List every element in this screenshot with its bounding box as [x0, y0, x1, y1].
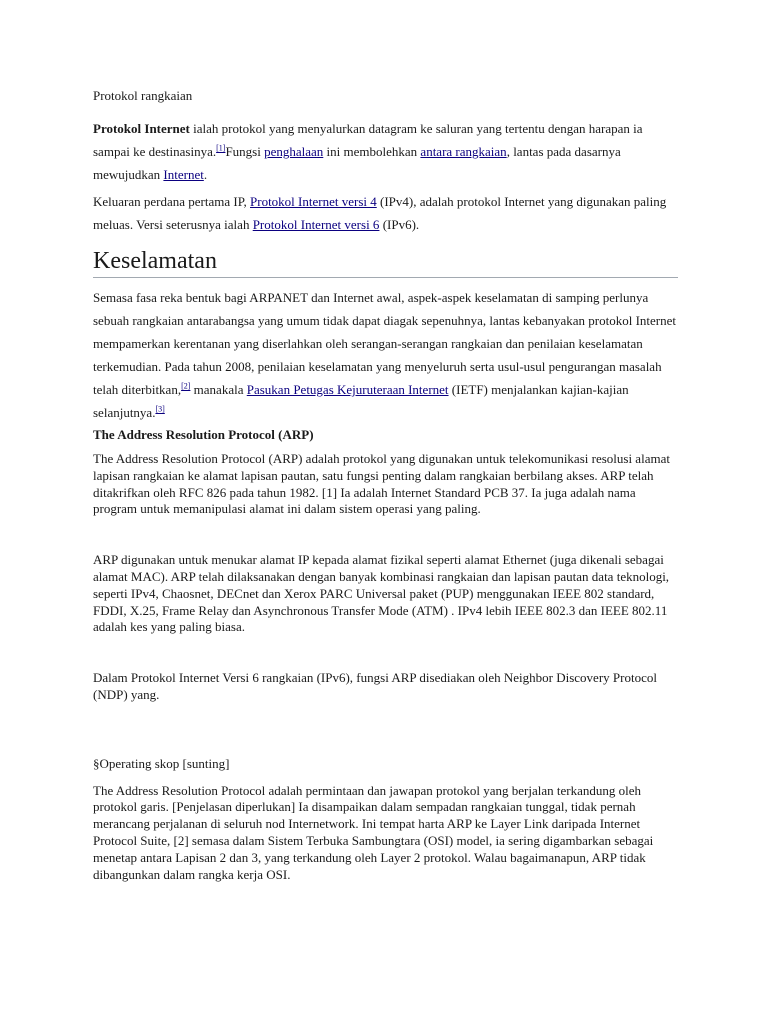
antara-rangkaian-link[interactable]: antara rangkaian	[420, 144, 507, 159]
versions-text-3: (IPv6).	[379, 217, 420, 232]
document-body	[93, 86, 678, 883]
ipv6-link[interactable]: Protokol Internet versi 6	[252, 217, 380, 232]
intro-text-3: ini membolehkan	[323, 144, 421, 159]
versions-paragraph	[93, 190, 678, 236]
intro-bold-lead: Protokol Internet	[93, 121, 190, 136]
reference-3-link[interactable]: [3]	[155, 404, 165, 414]
arp-heading: The Address Resolution Protocol (ARP)	[93, 427, 314, 442]
operating-scope-paragraph: The Address Resolution Protocol adalah permintaan dan jawapan protokol yang berjalan terkandung oleh protokol garis. [Penjelasan diperlukan] Ia disampaikan dalam sempadan rangkaian tunggal, tidak pernah merancang perjalanan di seluruh nod Internetwork. Ini tempat harta ARP ke Layer Link daripada Internet Protocol Suite, [2] semasa dalam Sistem Terbuka Sambungtara (OSI) model, ia sering digambarkan sebagai menetap antara Lapisan 2 dan 3, yang terkandung oleh Layer 2 protokol. Walau bagaimanapun, ARP tidak dibangunkan dalam rangka kerja OSI.	[93, 782, 654, 882]
reference-1-link[interactable]: [1]	[216, 143, 226, 153]
penghalaan-link[interactable]: penghalaan	[264, 144, 324, 159]
operating-scope-heading: §Operating skop [sunting]	[93, 755, 230, 771]
ietf-link[interactable]: Pasukan Petugas Kejuruteraan Internet	[246, 382, 449, 397]
arp-paragraph-2: ARP digunakan untuk menukar alamat IP kepada alamat fizikal seperti alamat Ethernet (juga dikenali sebagai alamat MAC). ARP telah dilaksanakan dengan banyak kombinasi rangkaian dan lapisan pautan data teknologi, seperti IPv4, Chaosnet, DECnet dan Xerox PARC Universal paket (PUP) menggunakan IEEE 802 standard, FDDI, X.25, Frame Relay dan Asynchronous Transfer Mode (ATM) . IPv4 lebih IEEE 802.3 dan IEEE 802.11 adalah kes yang paling biasa.	[93, 552, 670, 635]
internet-link[interactable]: Internet	[163, 167, 204, 182]
section-heading-keselamatan: Keselamatan	[93, 246, 678, 278]
intro-text-1: ialah protokol yang menyalurkan datagram ke saluran yang tertentu dengan harapan ia sampai ke destinasinya.	[93, 121, 643, 159]
intro-text-2: Fungsi	[225, 144, 265, 159]
intro-text-4: , lantas pada dasarnya mewujudkan	[93, 144, 621, 182]
intro-paragraph	[93, 117, 678, 186]
arp-paragraph-3: Dalam Protokol Internet Versi 6 rangkaian (IPv6), fungsi ARP disediakan oleh Neighbor Discovery Protocol (NDP) yang.	[93, 670, 657, 702]
security-text-3: (IETF) menjalankan kajian-kajian selanjutnya.	[93, 382, 629, 420]
document-title: Protokol rangkaian	[93, 88, 193, 103]
security-paragraph	[93, 286, 678, 424]
reference-2-link[interactable]: [2]	[181, 381, 191, 391]
versions-text-2: (IPv4), adalah protokol Internet yang digunakan paling meluas. Versi seterusnya ialah	[93, 194, 667, 232]
arp-paragraph-1: The Address Resolution Protocol (ARP) adalah protokol yang digunakan untuk telekomunikasi resolusi alamat lapisan rangkaian ke alamat lapisan pautan, satu fungsi penting dalam rangkaian berbilang akses. ARP telah ditakrifkan oleh RFC 826 pada tahun 1982. [1] Ia adalah Internet Standard PCB 37. Ia juga adalah nama program untuk memanipulasi alamat ini dalam sistem operasi yang paling.	[93, 451, 670, 517]
security-text-1: Semasa fasa reka bentuk bagi ARPANET dan Internet awal, aspek-aspek keselamatan di samping perlunya sebuah rangkaian antarabangsa yang umum tidak dapat diagak sepenuhnya, lantas kebanyakan protokol Internet mempamerkan kerentanan yang diserlahkan oleh serangan-serangan rangkaian dan penilaian keselamatan terkemudian. Pada tahun 2008, penilaian keselamatan yang menyeluruh serta usul-usul pengurangan masalah telah diterbitkan,	[93, 290, 676, 397]
intro-text-5: .	[203, 167, 208, 182]
ipv4-link[interactable]: Protokol Internet versi 4	[250, 194, 377, 209]
security-text-2: manakala	[190, 382, 247, 397]
versions-text-1: Keluaran perdana pertama IP,	[93, 194, 251, 209]
